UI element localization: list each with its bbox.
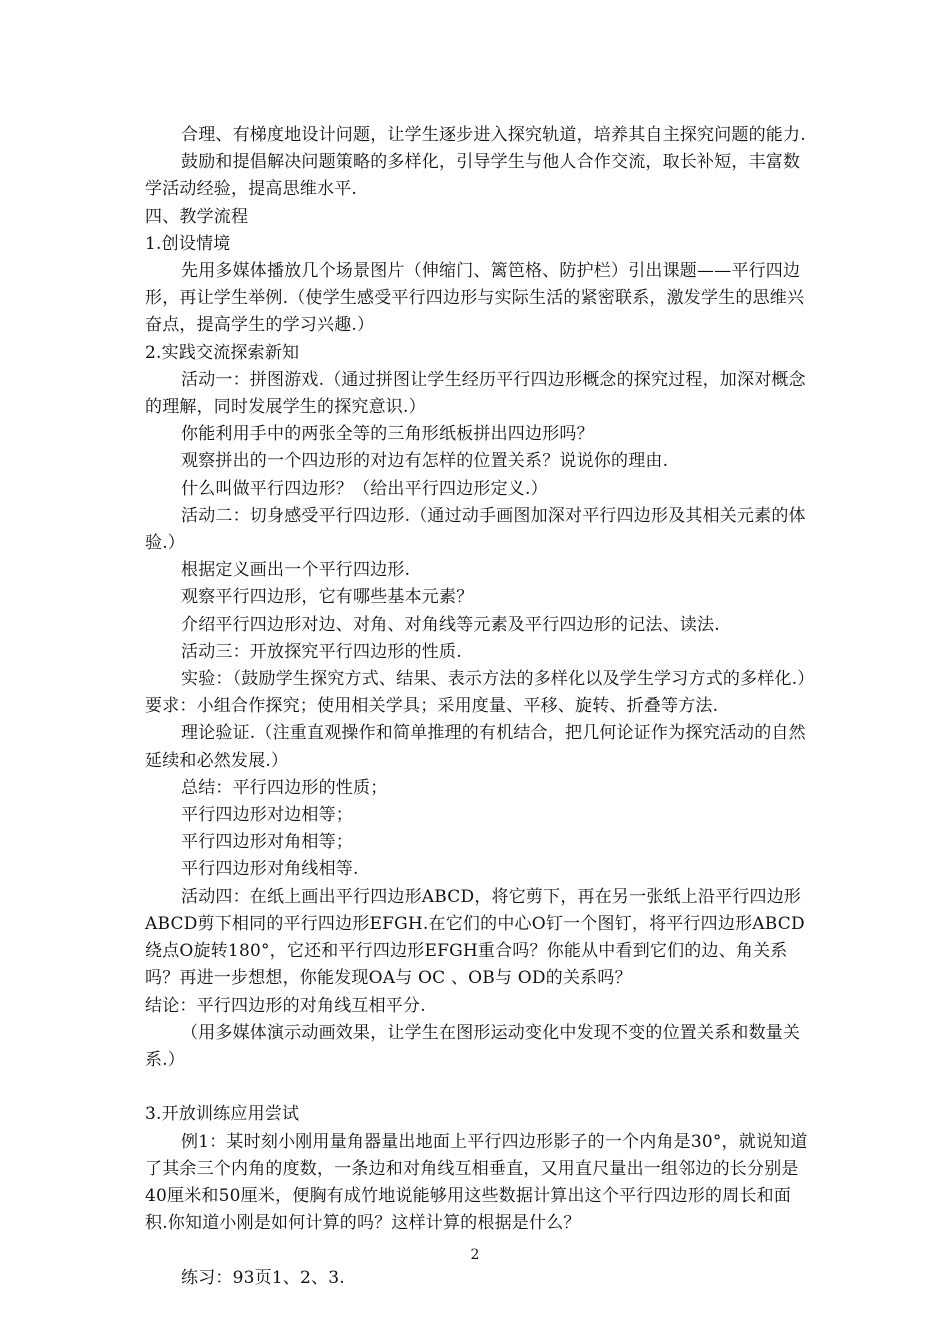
- paragraph: 鼓励和提倡解决问题策略的多样化，引导学生与他人合作交流，取长补短，丰富数学活动经验，提高思维水平.: [145, 152, 801, 200]
- paragraph: 活动三：开放探究平行四边形的性质.: [181, 641, 462, 662]
- paragraph: 总结：平行四边形的性质；: [181, 777, 388, 798]
- page-number: 2: [470, 1247, 480, 1263]
- subsection-heading: 3.开放训练应用尝试: [145, 1104, 300, 1125]
- paragraph: 例1：某时刻小刚用量角器量出地面上平行四边形影子的一个内角是30°，就说知道了其余三个内角的度数，一条边和对角线互相垂直，又用直尺量出一组邻边的长分别是40厘米和50厘米，便胸有成竹地说能够用这些数据计算出这个平行四边形的周长和面积.你知道小刚是如何计算的吗？这样计算的根据是什么？: [145, 1131, 808, 1234]
- paragraph: 什么叫做平行四边形？（给出平行四边形定义.）: [181, 478, 548, 499]
- subsection-heading: 1.创设情境: [145, 233, 231, 254]
- section-heading: 四、教学流程: [145, 206, 249, 227]
- subsection-heading: 2.实践交流探索新知: [145, 342, 300, 363]
- conclusion-line: 结论：平行四边形的对角线互相平分.: [145, 995, 426, 1016]
- paragraph: 根据定义画出一个平行四边形.: [181, 560, 411, 581]
- paragraph: 观察拼出的一个四边形的对边有怎样的位置关系？说说你的理由.: [181, 451, 669, 472]
- paragraph: 你能利用手中的两张全等的三角形纸板拼出四边形吗？: [181, 424, 594, 445]
- paragraph: 练习：93页1、2、3.: [181, 1267, 345, 1288]
- paragraph: 平行四边形对角相等；: [181, 832, 353, 853]
- paragraph: 观察平行四边形，它有哪些基本元素？: [181, 587, 474, 608]
- paragraph: 平行四边形对角线相等.: [181, 859, 359, 880]
- paragraph: 合理、有梯度地设计问题，让学生逐步进入探究轨道，培养其自主探究问题的能力.: [181, 125, 806, 145]
- paragraph: 先用多媒体播放几个场景图片（伸缩门、篱笆格、防护栏）引出课题——平行四边形，再让学生举例.（使学生感受平行四边形与实际生活的紧密联系，激发学生的思维兴奋点，提高学生的学习兴趣.）: [145, 261, 805, 336]
- paragraph: 活动一：拼图游戏.（通过拼图让学生经历平行四边形概念的探究过程，加深对概念的理解，同时发展学生的探究意识.）: [145, 369, 806, 418]
- paragraph: 平行四边形对边相等；: [181, 805, 353, 826]
- paragraph: 活动四：在纸上画出平行四边形ABCD，将它剪下，再在另一张纸上沿平行四边形ABCD剪下相同的平行四边形EFGH.在它们的中心O钉一个图钉，将平行四边形ABCD绕点O旋转180°，它还和平行四边形EFGH重合吗？你能从中看到它们的边、角关系吗？再进一步想想，你能发现OA与 OC 、OB与 OD的关系吗？: [145, 886, 805, 989]
- paragraph: 活动二：切身感受平行四边形.（通过动手画图加深对平行四边形及其相关元素的体验.）: [145, 505, 806, 554]
- paragraph: 介绍平行四边形对边、对角、对角线等元素及平行四边形的记法、读法.: [181, 614, 720, 635]
- paragraph: 实验：（鼓励学生探究方式、结果、表示方法的多样化以及学生学习方式的多样化.）要求：小组合作探究；使用相关学具；采用度量、平移、旋转、折叠等方法.: [145, 669, 807, 717]
- document-body: [145, 122, 813, 1292]
- paragraph: （用多媒体演示动画效果，让学生在图形运动变化中发现不变的位置关系和数量关系.）: [145, 1022, 801, 1070]
- paragraph: 理论验证.（注重直观操作和简单推理的有机结合，把几何论证作为探究活动的自然延续和必然发展.）: [145, 723, 806, 771]
- blank-line: [145, 1074, 813, 1101]
